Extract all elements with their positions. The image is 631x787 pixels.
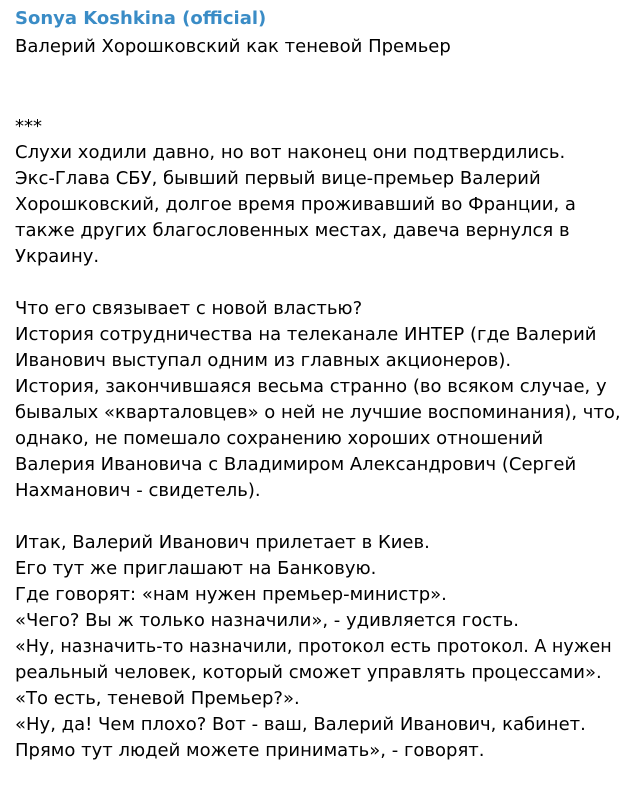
paragraph-3 bbox=[15, 530, 621, 764]
text-line: «Чего? Вы ж только назначили», - удивляется гость. bbox=[15, 610, 519, 631]
text-line: *** bbox=[15, 116, 42, 137]
text-line: Где говорят: «нам нужен премьер-министр». bbox=[15, 584, 447, 605]
text-line: История сотрудничества на телеканале ИНТЕР (где Валерий bbox=[15, 324, 597, 345]
paragraph-gap bbox=[15, 504, 621, 530]
text-line: Экс-Глава СБУ, бывший первый вице-премьер Валерий bbox=[15, 168, 541, 189]
text-line: Иванович выступал одним из главных акционеров). bbox=[15, 350, 512, 371]
text-line: Прямо тут людей можете принимать», - говорят. bbox=[15, 740, 485, 761]
post-body bbox=[15, 114, 621, 764]
text-line: Валерия Ивановича с Владимиром Александрович (Сергей bbox=[15, 454, 577, 475]
text-line: реальный человек, который сможет управлять процессами». bbox=[15, 662, 602, 683]
post-title: Валерий Хорошковский как теневой Премьер bbox=[15, 36, 451, 57]
text-line: «Ну, да! Чем плохо? Вот - ваш, Валерий Иванович, кабинет. bbox=[15, 714, 586, 735]
text-line: Его тут же приглашают на Банковую. bbox=[15, 558, 377, 579]
paragraph-1 bbox=[15, 114, 621, 270]
text-line: «То есть, теневой Премьер?». bbox=[15, 688, 300, 709]
text-line: однако, не помешало сохранению хороших отношений bbox=[15, 428, 544, 449]
text-line: Хорошковский, долгое время проживавший во Франции, а bbox=[15, 194, 576, 215]
text-line: Что его связывает с новой властью? bbox=[15, 298, 363, 319]
text-line: Итак, Валерий Иванович прилетает в Киев. bbox=[15, 532, 430, 553]
text-line: Нахманович - свидетель). bbox=[15, 480, 261, 501]
paragraph-2 bbox=[15, 296, 621, 504]
text-line: История, закончившаяся весьма странно (во всяком случае, у bbox=[15, 376, 607, 397]
channel-author-name[interactable]: Sonya Koshkina (official) bbox=[15, 8, 267, 29]
paragraph-gap bbox=[15, 270, 621, 296]
text-line: бывалых «кварталовцев» о ней не лучшие воспоминания), что, bbox=[15, 402, 621, 423]
text-line: Слухи ходили давно, но вот наконец они подтвердились. bbox=[15, 142, 566, 163]
text-line: «Ну, назначить-то назначили, протокол есть протокол. А нужен bbox=[15, 637, 612, 657]
text-line: также других благословенных местах, давеча вернулся в bbox=[15, 220, 570, 241]
text-line: Украину. bbox=[15, 246, 100, 267]
